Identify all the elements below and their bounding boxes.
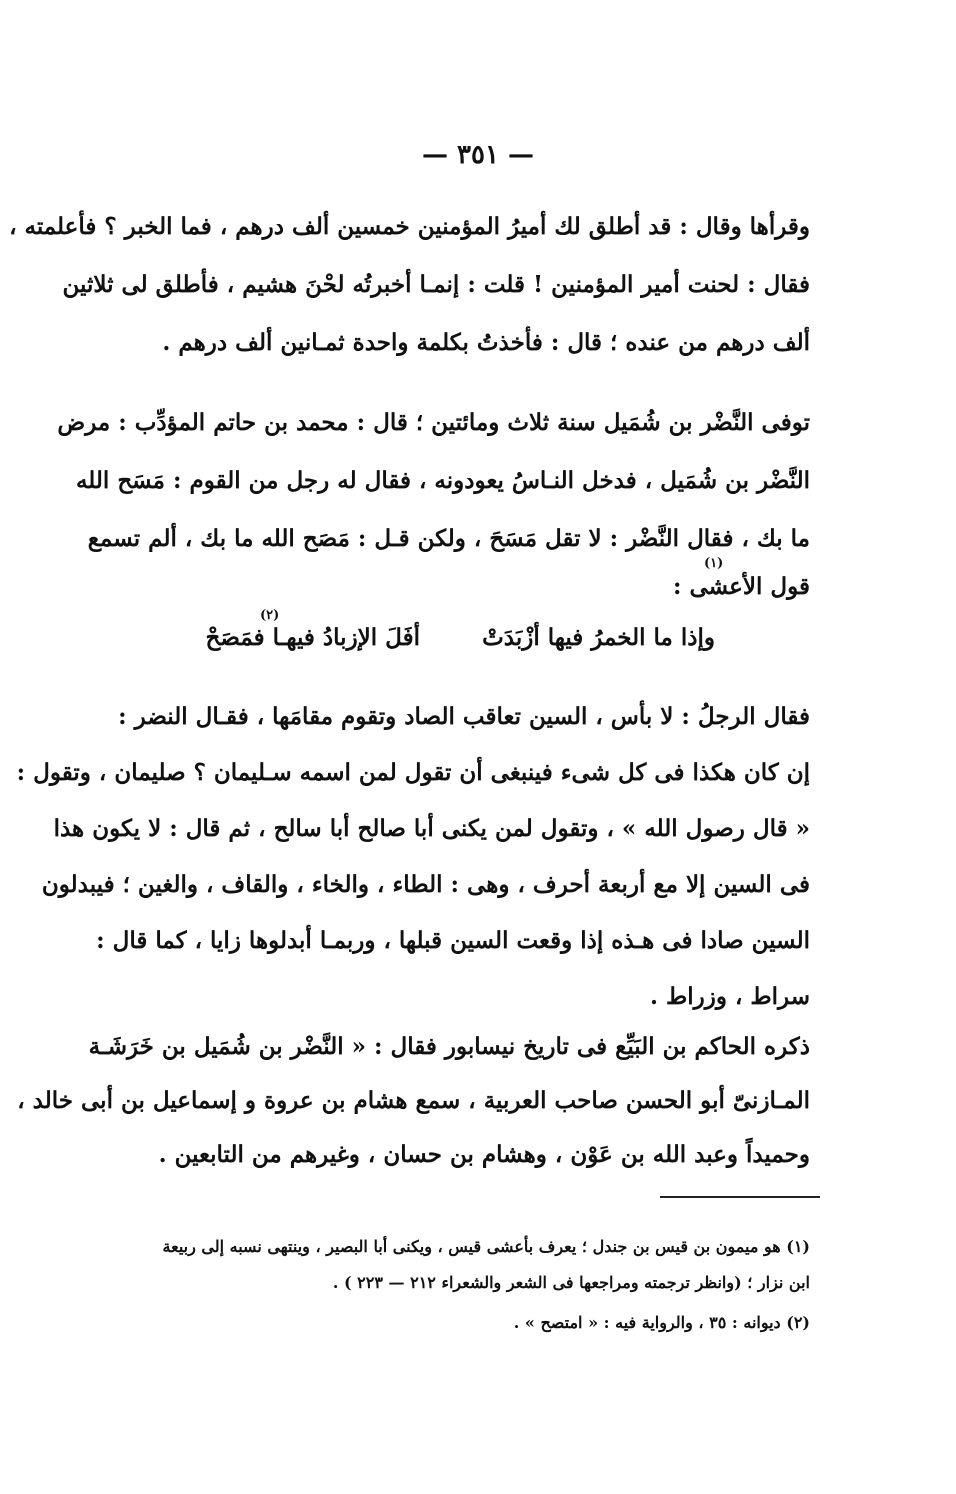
footnote-2-line: (٢) ديوانه : ٣٥ ، والرواية فيه : « امتصح » . <box>513 1313 810 1332</box>
paragraph-1 <box>9 212 810 372</box>
footnote-marker-1: (١) <box>704 556 724 571</box>
text-line: فقال : لحنت أمير المؤمنين ! قلت : إنمـا أخبرتُه لحْنَ هشيم ، فأطلق لى ثلاثين <box>62 271 810 298</box>
footnote-separator <box>660 1196 820 1198</box>
text-line: وحميداً وعبد الله بن عَوْن ، وهشام بن حسان ، وغيرهم من التابعين . <box>158 1141 810 1168</box>
text-line: سراط ، وزراط . <box>649 983 810 1010</box>
text-line: قول الأعشى : <box>672 573 810 600</box>
text-line: وقرأها وقال : قد أطلق لك أميرُ المؤمنين خمسين ألف درهم ، فما الخبر ؟ فأعلمته ، <box>9 213 810 240</box>
text-line: ذكره الحاكم بن البَيِّع فى تاريخ نيسابور فقال : « النَّضْر بن شُمَيل بن خَرَشَـة <box>88 1033 810 1060</box>
text-line: ما بك ، فقال النَّضْر : لا تقل مَسَحَ ، ولكن قـل : مَصَح الله ما بك ، ألم تسمع <box>87 525 810 552</box>
footnote-1-line: ابن نزار ؛ (وانظر ترجمته ومراجعها فى الشعر والشعراء ٢١٢ — ٢٢٣ ) . <box>332 1273 810 1292</box>
page-number: — ٣٥١ — <box>421 140 535 170</box>
text-line: إن كان هكذا فى كل شىء فينبغى أن تقول لمن اسمه سـليمان ؟ صليمان ، وتقول : <box>16 759 810 786</box>
text-line: فى السين إلا مع أربعة أحرف ، وهى : الطاء ، والخاء ، والقاف ، والغين ؛ فيبدلون <box>41 871 810 898</box>
text-line: السين صادا فى هـذه إذا وقعت السين قبلها ، وربمـا أبدلوها زايا ، كما قال : <box>96 927 810 954</box>
footnote-1-line: (١) هو ميمون بن قيس بن جندل ؛ يعرف بأعشى قيس ، ويكنى أبا البصير ، وينتهى نسبه إلى ربيعة <box>162 1237 810 1256</box>
poetry-verse <box>160 608 810 662</box>
text-line: توفى النَّضْر بن شُمَيل سنة ثلاث ومائتين ؛ قال : محمد بن حاتم المؤدِّب : مرض <box>57 409 810 436</box>
text-line: ألف درهم من عنده ؛ قال : فأخذتُ بكلمة واحدة ثمـانين ألف درهم . <box>162 329 810 356</box>
footnote-marker-2: (٢) <box>260 608 280 623</box>
paragraph-4 <box>17 1032 810 1172</box>
text-line: المـازنىّ أبو الحسن صاحب العربية ، سمع هشام بن عروة و إسماعيل بن أبى خالد ، <box>17 1087 810 1114</box>
text-line: النَّضْر بن شُمَيل ، فدخل النـاسُ يعودونه ، فقال له رجل من القوم : مَسَح الله <box>75 467 810 494</box>
text-line: فقال الرجلُ : لا بأس ، السين تعاقب الصاد وتقوم مقامَها ، فقـال النضر : <box>118 703 810 730</box>
paragraph-3 <box>16 702 810 1010</box>
verse-first-hemistich: وإذا ما الخمرُ فيها أزْبَدَتْ <box>482 624 715 651</box>
verse-second-hemistich: أفَلَ الإزبادُ فيهـا فمَصَحْ <box>205 624 420 651</box>
text-line: « قال رصول الله » ، وتقول لمن يكنى أبا صالح أبا سالح ، ثم قال : لا يكون هذا <box>53 815 810 842</box>
paragraph-2 <box>57 408 810 608</box>
